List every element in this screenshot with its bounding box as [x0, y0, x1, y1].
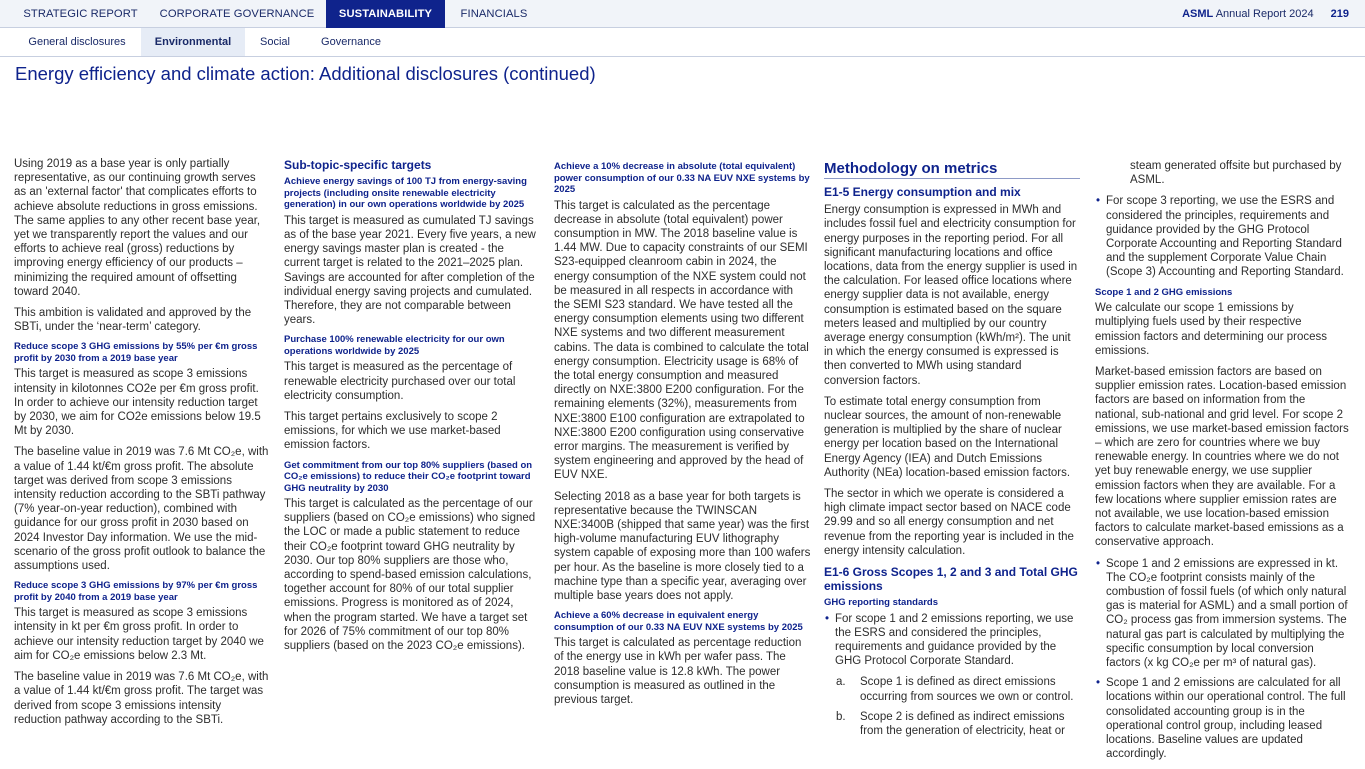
- column-3: [554, 159, 811, 714]
- target-heading: Achieve a 60% decrease in equivalent energy consumption of our 0.33 NA EUV NXE systems by 2025: [554, 610, 803, 633]
- paragraph: This target is calculated as the percentage decrease in absolute (total equivalent) power consumption in MW. The 2018 baseline value is 1.44 MW. Due to capacity constraints of our SEMI S23-equipped cleanroom cabin in 2024, the energy consumption of the NXE system could not be measured in all respects in accordance with the SEMI S23 standard. We have tested all the energy consumption elements using two different NXE systems and two different measurement cabins. The data is combined to calculate the total energy consumption. Electricity usage is 68% of the total energy consumption and measured directly on NXE:3800 E200 configuration. For the remaining elements (32%), measurements from NXE:3800 E100 configuration are extrapolated to NXE:3800 E200 configuration using conservative error margins. The measurement is verified by system engineering and approved by the head of EUV NXE.: [554, 199, 809, 482]
- page-number: 219: [1330, 8, 1349, 20]
- paragraph: Using 2019 as a base year is only partially representative, as our continuing growth serves as an 'external factor' that complicates efforts to achieve absolute reductions in gross emissions. The same applies to any other recent base year, yet we transparently report the values and our efforts to achieve real (gross) reductions by improving energy efficiency of our products – minimizing the required amount of offsetting toward 2040.: [14, 158, 261, 298]
- section-heading: Sub-topic-specific targets: [284, 158, 432, 172]
- bullet-list: [824, 612, 1080, 669]
- target-heading: Reduce scope 3 GHG emissions by 55% per €m gross profit by 2030 from a 2019 base year: [14, 341, 258, 364]
- tab-corporate-governance[interactable]: CORPORATE GOVERNANCE: [159, 8, 315, 20]
- minor-heading: Scope 1 and 2 GHG emissions: [1095, 286, 1233, 298]
- tab-sustainability[interactable]: SUSTAINABILITY: [326, 0, 445, 28]
- list-item: • Scope 1 and 2 emissions are expressed in kt. The CO₂e footprint consists mainly of the combustion of fossil fuels (of which only natural gas is material for ASML) and a small portion of CO₂ process gas from immersion systems. The natural gas part is calculated by multiplying the specific consumption by local conversion factors (x kg CO₂e per m³ of natural gas).: [1106, 557, 1350, 671]
- paragraph-continued: steam generated offsite but purchased by ASML.: [1130, 160, 1342, 187]
- paragraph: To estimate total energy consumption from nuclear sources, the amount of non-renewable generation is multiplied by the share of nuclear energy per location based on the International Energy Agency (IEA) and Dutch Emissions Authority (NEa) location-based emission factors.: [824, 395, 1071, 479]
- paragraph: This target is measured as scope 3 emissions intensity in kilotonnes CO2e per €m gross profit. In order to achieve our intensity reduction target by 2030, we aim for CO2e emissions below 19.5 Mt by 2030.: [14, 368, 261, 438]
- subtab-social[interactable]: Social: [260, 36, 290, 48]
- target-heading: Reduce scope 3 GHG emissions by 97% per €m gross profit by 2040 from a 2019 base year: [14, 580, 258, 603]
- tab-strategic-report[interactable]: STRATEGIC REPORT: [23, 8, 138, 20]
- sub-navigation: [0, 28, 1365, 57]
- bullet-list: [1095, 194, 1350, 279]
- target-heading: Achieve energy savings of 100 TJ from energy-saving projects (including onsite renewable electricity generation) in our own operations worldwide by 2025: [284, 176, 527, 211]
- tab-financials[interactable]: FINANCIALS: [460, 8, 528, 20]
- list-item: a. Scope 1 is defined as direct emissions occurring from sources we own or control.: [836, 676, 1074, 703]
- brand-logo: ASML: [1182, 8, 1214, 20]
- paragraph: Energy consumption is expressed in MWh and includes fossil fuel and electricity consumption for energy purposes in the reporting period. For all significant manufacturing locations and office locations, data from the energy supplier is used in the calculation. For leased office locations where energy supplier data is not available, energy consumption is estimated based on the square meters leased and multiplied by our country average energy consumption (kWh/m²). The unit in which the energy consumed is expressed is then converted to MWh using standard conversion factors.: [824, 204, 1078, 387]
- paragraph: This target is measured as scope 3 emissions intensity in kt per €m gross profit. In order to achieve our intensity reduction target by 2040 we aim for CO₂e emissions below 2.3 Mt.: [14, 607, 264, 662]
- subtab-environmental[interactable]: Environmental: [141, 28, 245, 56]
- column-1: [14, 157, 270, 734]
- paragraph: We calculate our scope 1 emissions by multiplying fuels used by their respective emission factors and determining our process emissions.: [1095, 302, 1328, 357]
- minor-heading: GHG reporting standards: [824, 597, 939, 609]
- page-title: Energy efficiency and climate action: Additional disclosures (continued): [15, 63, 596, 84]
- column-5: [1095, 159, 1350, 768]
- target-heading: Get commitment from our top 80% suppliers (based on CO₂e emissions) to reduce their CO₂e footprint toward GHG neutrality by 2030: [284, 459, 533, 494]
- lettered-list: [836, 675, 1080, 738]
- subtab-general-disclosures[interactable]: General disclosures: [28, 36, 126, 48]
- paragraph: This target is calculated as percentage reduction of the energy use in kWh per wafer pass. The 2018 baseline value is 12.8 kWh. The power consumption is measured as outlined in the previous target.: [554, 637, 802, 706]
- paragraph: Market-based emission factors are based on supplier emission rates. Location-based emission factors are based on information from the national, sub-national and grid level. For scope 2 emissions, we use market-based emission factors – which are zero for countries where we buy renewable energy. In countries where we do not yet buy renewable energy, we use supplier emission factors when they are available. For a few locations where supplier emission rates are not available, we use location-based emission factors to calculate market-based emissions as a conservative approach.: [1095, 365, 1349, 549]
- list-item: • For scope 1 and 2 emissions reporting, we use the ESRS and considered the principles, requirements and guidance provided by the GHG Protocol Corporate Standard.: [835, 612, 1080, 669]
- list-item: b. Scope 2 is defined as indirect emissions from the generation of electricity, heat or: [836, 710, 1065, 737]
- paragraph: This target pertains exclusively to scope 2 emissions, for which we use market-based emission factors.: [284, 410, 501, 452]
- paragraph: The baseline value in 2019 was 7.6 Mt CO₂e, with a value of 1.44 kt/€m gross profit. The absolute target was derived from scope 3 emissions intensity reduction according to the SBTi pathway (7% year-on-year reduction), combined with guidance for our gross profit in 2030 based on 2024 Investor Day information. We use the mid-scenario of the gross profit outlook to balance the assumptions used.: [14, 446, 269, 573]
- paragraph: This ambition is validated and approved by the SBTi, under the ‘near-term’ category.: [14, 307, 252, 334]
- target-heading: Achieve a 10% decrease in absolute (total equivalent) power consumption of our 0.33 NA EUV NXE systems by 2025: [554, 161, 810, 195]
- paragraph: This target is measured as cumulated TJ savings as of the base year 2021. Every five years, a new energy savings master plan is created - the current target is related to the 2021–2025 plan. Savings are accounted for after completion of the individual energy saving projects and cumulated. Therefore, they are not comparable between years.: [284, 214, 536, 327]
- list-item: • For scope 3 reporting, we use the ESRS and considered the principles, requirements and guidance provided by the GHG Protocol Corporate Accounting and Reporting Standard and the supplement Corporate Value Chain (Scope 3) Accounting and Reporting Standard.: [1106, 194, 1350, 279]
- list-item: • Scope 1 and 2 emissions are calculated for all locations within our operational control. The full consolidated accounting group is in the operational control group, including leased locations. Baseline values are updated accordingly.: [1106, 676, 1350, 761]
- subsection-heading: E1-5 Energy consumption and mix: [824, 185, 1021, 200]
- top-navigation: [0, 0, 1365, 28]
- report-brand: [1182, 0, 1349, 28]
- column-2: [284, 157, 537, 660]
- target-heading: Purchase 100% renewable electricity for our own operations worldwide by 2025: [284, 334, 505, 357]
- subtab-governance[interactable]: Governance: [321, 36, 381, 48]
- report-name: Annual Report 2024: [1215, 8, 1314, 20]
- paragraph: This target is measured as the percentage of renewable electricity purchased over our total electricity consumption.: [284, 361, 516, 402]
- paragraph: This target is calculated as the percentage of our suppliers (based on CO₂e emissions) who signed the LOC or made a public statement to reduce their CO₂e footprint toward GHG neutrality by 2030. Our top 80% suppliers are those who, according to spend-based emission calculations, together account for 80% of our total supplier emissions. Progress is monitored as of 2024, when the program started. We have a target set for 2026 of 75% commitment of our top 80% suppliers (based on the 2023 CO₂e emissions).: [284, 498, 536, 653]
- paragraph: The sector in which we operate is considered a high climate impact sector based on NACE code 29.99 and so all energy consumption and net revenue from the reporting year is included in the energy intensity calculation.: [824, 488, 1074, 557]
- paragraph: Selecting 2018 as a base year for both targets is representative because the TWINSCAN NXE:3400B (shipped that same year) was the first high-volume manufacturing EUV lithography system capable of exposing more than 100 wafers per hour. As the baseline is more closely tied to a machine type than a specific year, averaging over multiple base years does not apply.: [554, 490, 811, 602]
- methodology-heading: Methodology on metrics: [824, 162, 1080, 179]
- paragraph: The baseline value in 2019 was 7.6 Mt CO₂e, with a value of 1.44 kt/€m gross profit. The target was derived from scope 3 emissions intensity reduction pathway according to the SBTi.: [14, 671, 269, 726]
- column-4: [824, 159, 1080, 744]
- subsection-heading: E1-6 Gross Scopes 1, 2 and 3 and Total GHG emissions: [824, 565, 1078, 594]
- bullet-list: [1095, 557, 1350, 762]
